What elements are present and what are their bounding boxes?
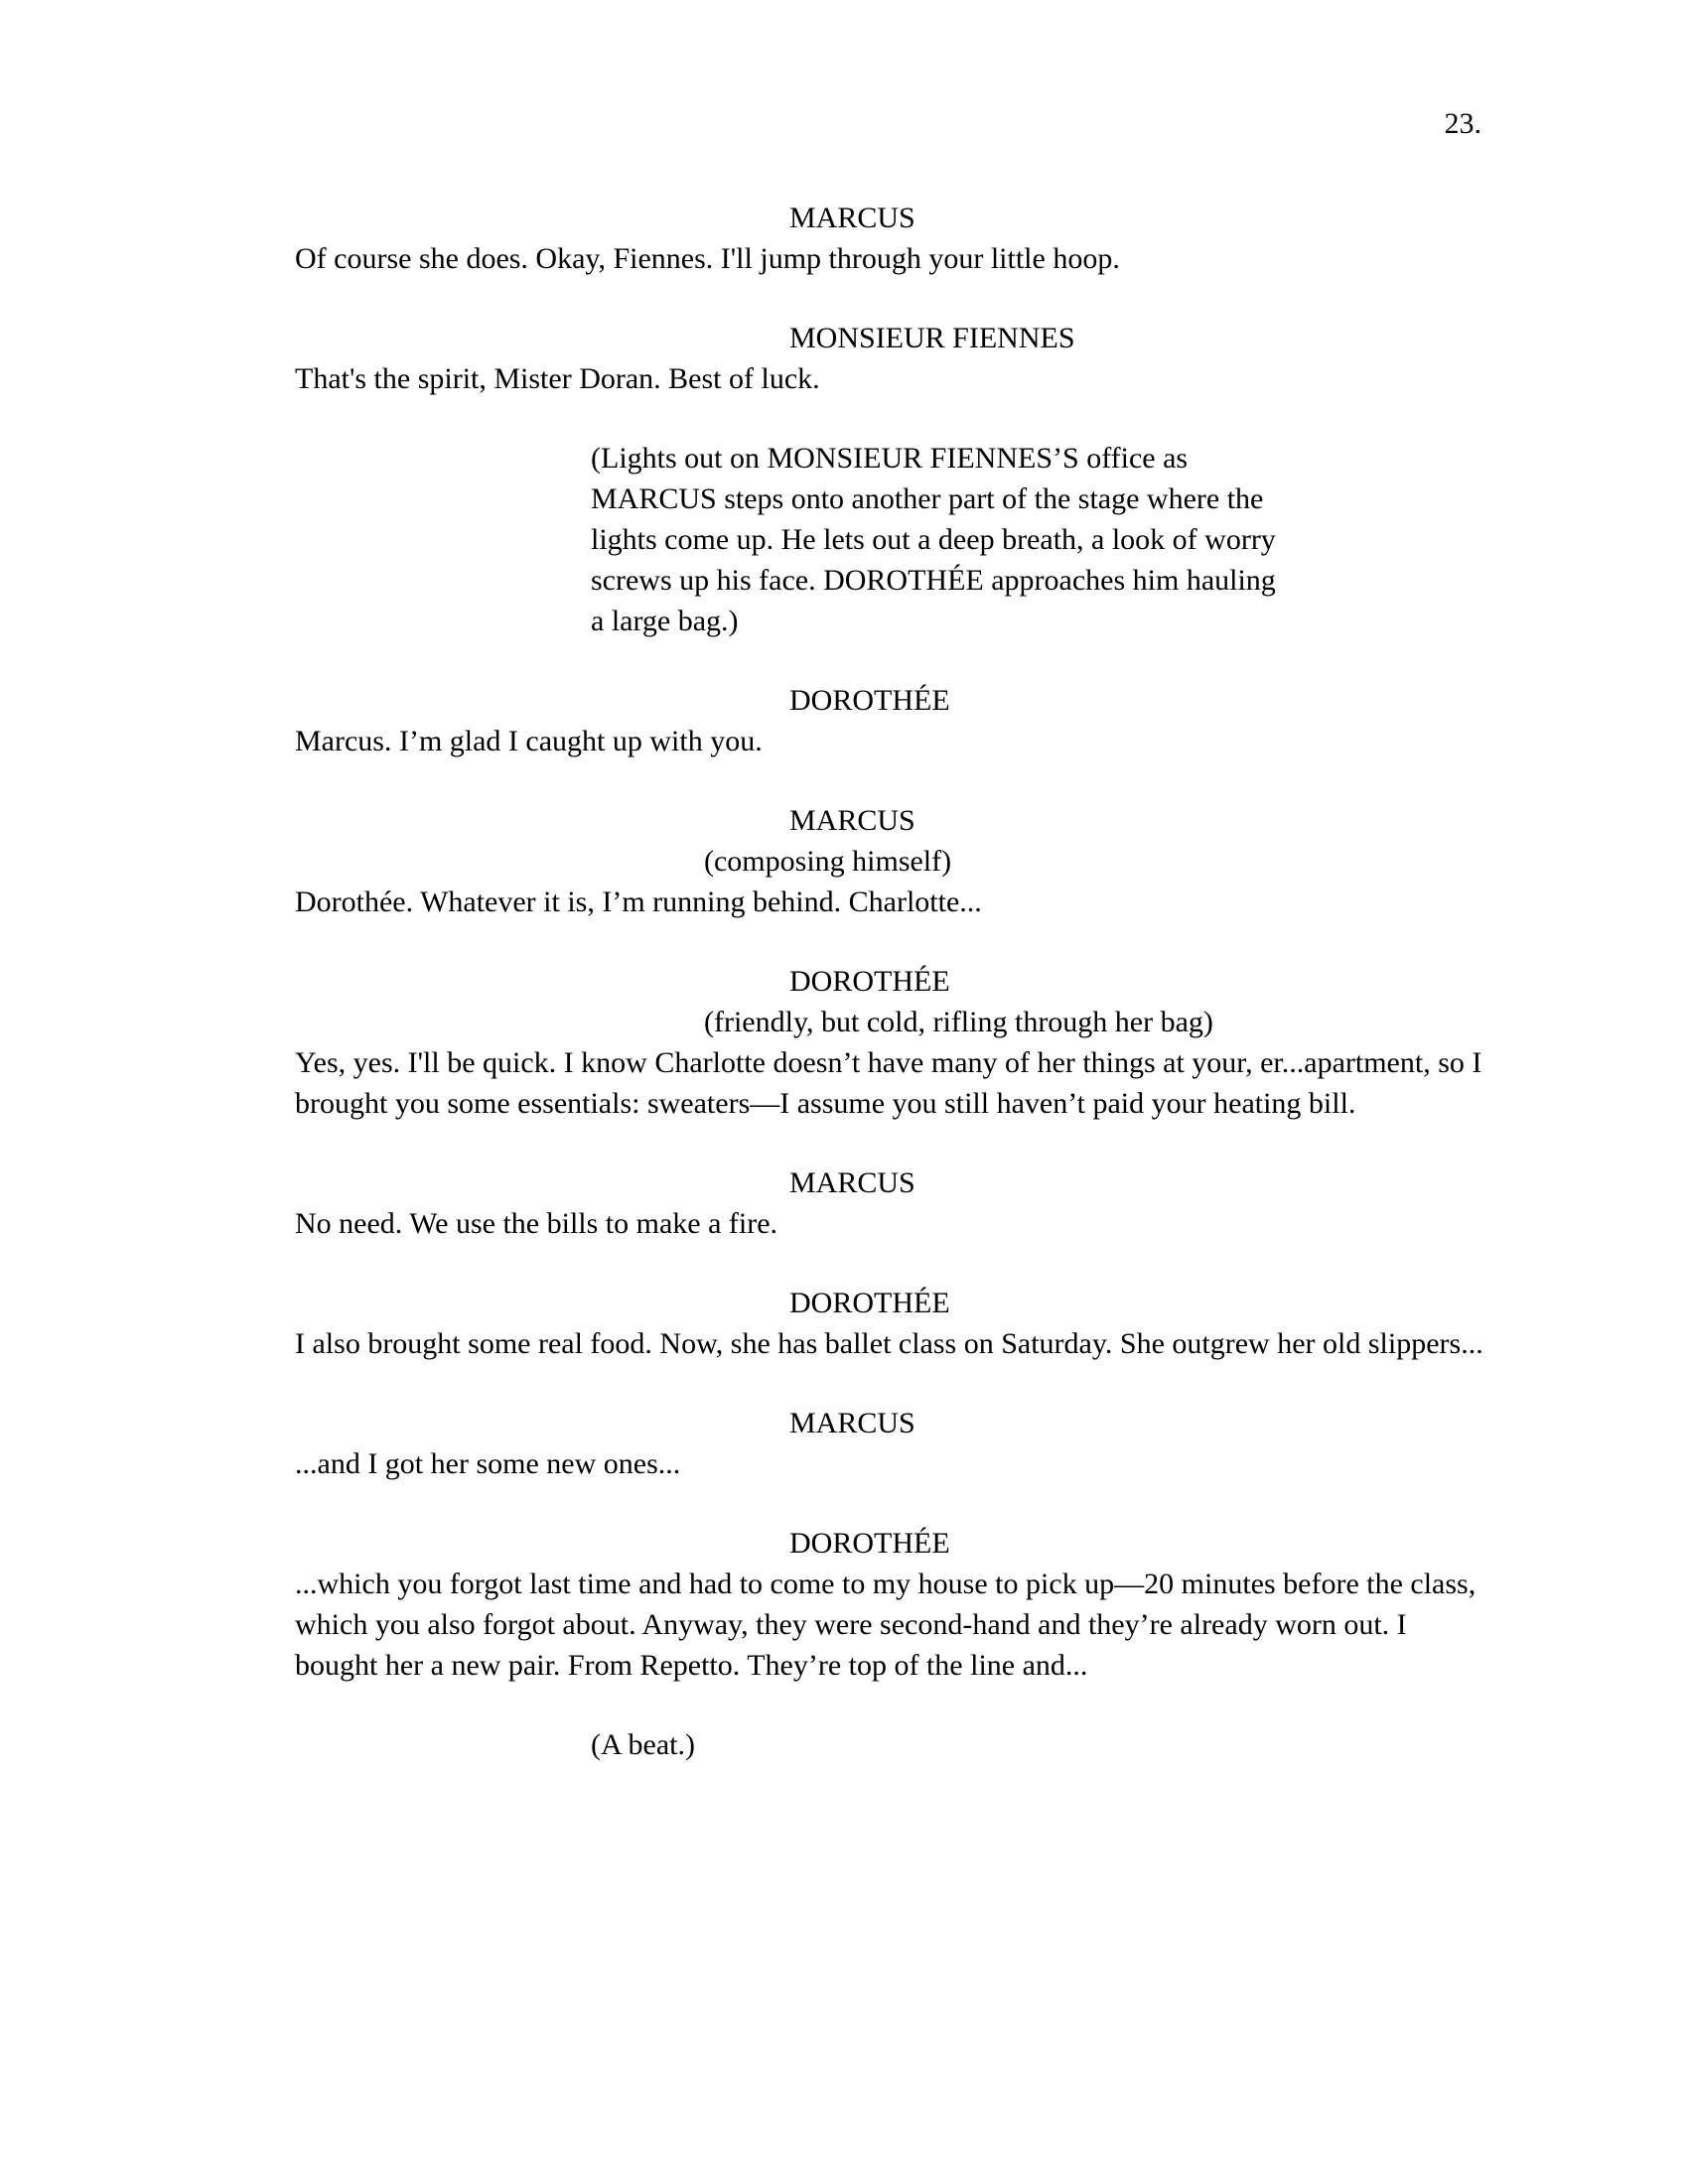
character-name: DOROTHÉE [789,1527,950,1560]
dialogue-line: ...and I got her some new ones... [295,1447,681,1480]
character-name: MARCUS [789,202,915,234]
dialogue-block [295,1403,1486,1484]
stage-direction: (Lights out on MONSIEUR FIENNES’S office as MARCUS steps onto another part of the stage where the lights come up. He lets out a deep breath, a look of worry screws up his face. DOROTHÉE approaches him hauling a large bag.) [591,442,1276,637]
dialogue-block [295,1523,1486,1686]
dialogue-block [295,680,1486,761]
dialogue-line: No need. We use the bills to make a fire. [295,1207,778,1240]
dialogue-line: Yes, yes. I'll be quick. I know Charlotte doesn’t have many of her things at your, er...apartment, so I brought you some essentials: sweaters—I assume you still haven’t paid your heating bill. [295,1046,1482,1120]
character-name: MARCUS [789,1407,915,1439]
character-name: MARCUS [789,804,915,837]
parenthetical: (friendly, but cold, rifling through her bag) [704,1006,1213,1038]
script-body [295,198,1486,1804]
dialogue-line: ...which you forgot last time and had to come to my house to pick up—20 minutes before the class, which you also forgot about. Anyway, they were second-hand and they’re already worn out. I bought her a new pair. From Repetto. They’re top of the line and... [295,1568,1477,1682]
parenthetical: (composing himself) [704,845,952,878]
dialogue-line: That's the spirit, Mister Doran. Best of luck. [295,362,820,395]
dialogue-line: Dorothée. Whatever it is, I’m running behind. Charlotte... [295,886,982,918]
dialogue-block [295,1162,1486,1244]
dialogue-block [295,1283,1486,1364]
character-name: DOROTHÉE [789,1287,950,1319]
dialogue-block [295,961,1486,1124]
dialogue-block [295,318,1486,399]
stage-direction: (A beat.) [591,1728,695,1761]
dialogue-line: I also brought some real food. Now, she has ballet class on Saturday. She outgrew her old slippers... [295,1327,1483,1360]
dialogue-line: Of course she does. Okay, Fiennes. I'll jump through your little hoop. [295,242,1120,275]
character-name: MONSIEUR FIENNES [789,322,1075,354]
dialogue-line: Marcus. I’m glad I caught up with you. [295,725,763,757]
dialogue-block [295,800,1486,922]
page-number: 23. [1444,107,1481,140]
character-name: MARCUS [789,1166,915,1199]
character-name: DOROTHÉE [789,965,950,998]
character-name: DOROTHÉE [789,684,950,717]
dialogue-block [295,198,1486,279]
